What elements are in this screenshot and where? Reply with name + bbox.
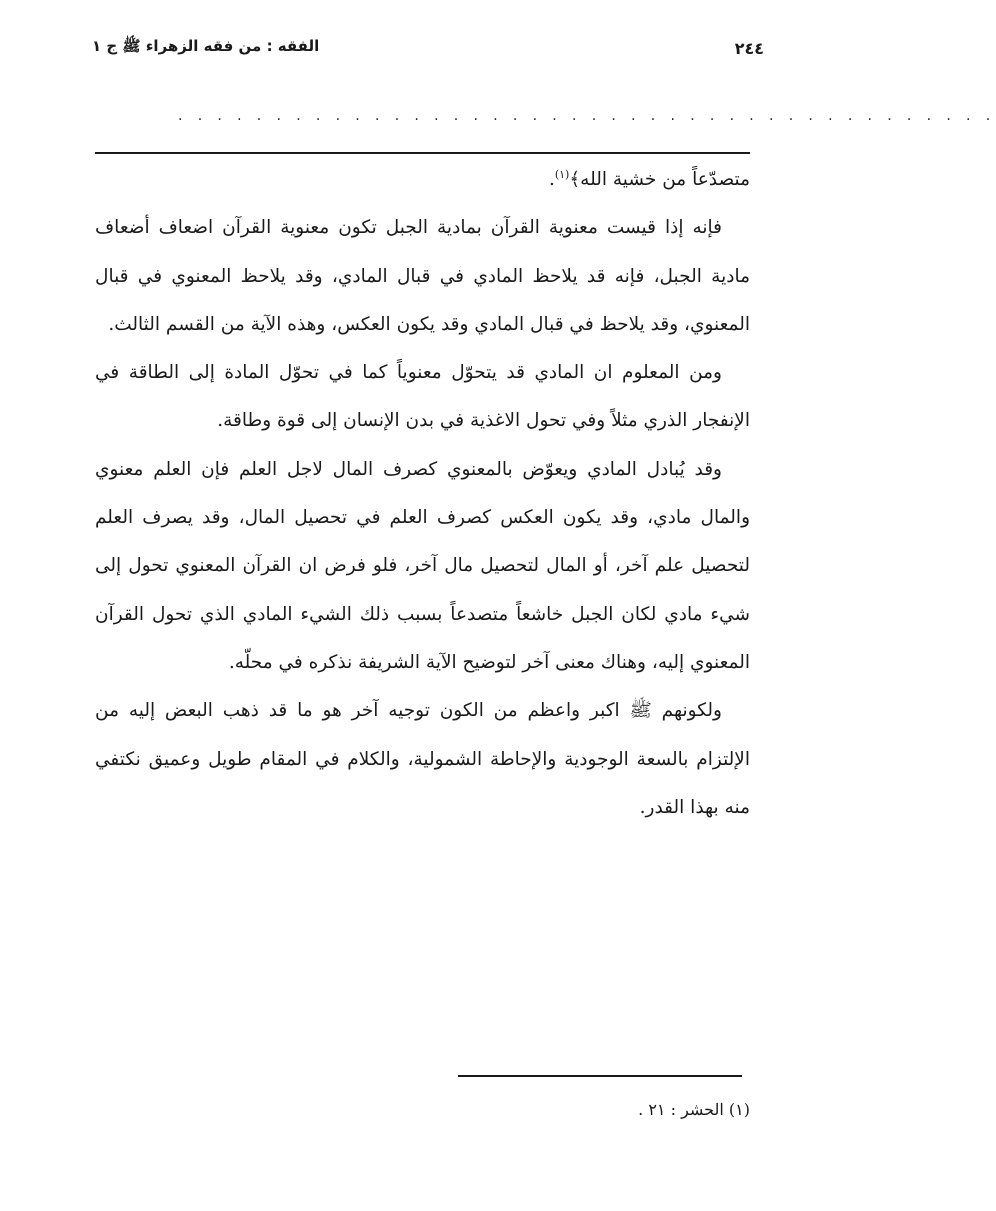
paragraph-3: وقد يُبادل المادي ويعوّض بالمعنوي كصرف المال لاجل العلم فإن العلم معنوي والمال مادي، وقد يكون العكس كصرف العلم في تحصيل المال، وقد يصرف العلم لتحصيل علم آخر، أو المال لتحصيل مال آخر، فلو فرض ان القرآن المعنوي تحول إلى شيء مادي لكان الجبل خاشعاً متصدعاً بسبب ذلك الشيء المادي الذي تحول القرآن المعنوي إليه، وهناك معنى آخر لتوضيح الآية الشريفة نذكره في محلّه. — [95, 458, 750, 673]
paragraph-2: ومن المعلوم ان المادي قد يتحوّل معنوياً كما في تحوّل المادة إلى الطاقة في الإنفجار الذري مثلاً وفي تحول الاغذية في بدن الإنسان إلى قوة وطاقة. — [95, 362, 750, 432]
main-text — [95, 156, 750, 832]
dotted-separator: . . . . . . . . . . . . . . . . . . . . . . . . . . . . . . . . . . . . . . . . . . — [178, 108, 996, 124]
page-number: ٢٤٤ — [734, 38, 764, 58]
footnote: (١) الحشر : ٢١ . — [638, 1100, 750, 1119]
footnote-rule — [458, 1075, 742, 1077]
paragraph-4: ولكونهم ﷺ اكبر واعظم من الكون توجيه آخر هو ما قد ذهب البعض إليه من الإلتزام بالسعة الوجودية والإحاطة الشمولية، والكلام في المقام طويل وعميق نكتفي منه بهذا القدر. — [95, 700, 750, 818]
running-title: الفقه : من فقه الزهراء ﷺ ج ١ — [92, 37, 320, 55]
lead-line-end: . — [548, 169, 555, 190]
page-header — [92, 36, 764, 60]
header-rule — [95, 152, 750, 154]
lead-line — [95, 156, 750, 204]
footnote-ref: (١) — [554, 167, 570, 181]
lead-line-text: متصدّعاً من خشية الله﴾ — [569, 169, 750, 190]
paragraph-1: فإنه إذا قيست معنوية القرآن بمادية الجبل تكون معنوية القرآن اضعاف أضعاف مادية الجبل، فإنه قد يلاحظ المادي في قبال المادي، وقد يلاحظ المعنوي في قبال المعنوي، وقد يلاحظ في قبال المادي وقد يكون العكس، وهذه الآية من القسم الثالث. — [95, 217, 750, 335]
